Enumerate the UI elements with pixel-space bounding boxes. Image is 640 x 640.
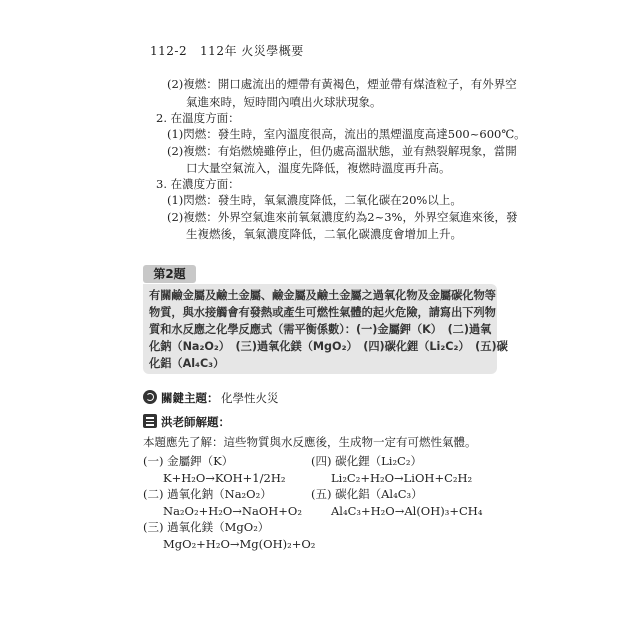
body-line: (2)複燃：開口處流出的煙帶有黃褐色，煙並帶有煤渣粒子，有外界空 (167, 77, 517, 91)
question-line: 化鈉（Na₂O₂） (三)過氧化鎂（MgO₂） (四)碳化鋰（Li₂C₂） (五)碳 (149, 340, 508, 353)
question-line: 有關鹼金屬及鹼土金屬、鹼金屬及鹼土金屬之過氧化物及金屬碳化物等 (149, 289, 496, 302)
question-line: 物質，與水接觸會有發熱或產生可燃性氣體的起火危險，請寫出下列物 (149, 306, 496, 319)
question-box (143, 284, 508, 374)
key-topic-label: 關鍵主題： (161, 391, 219, 405)
body-line: 氣進來時，短時間內噴出火球狀現象。 (186, 95, 382, 109)
body-line: 生複燃後，氧氣濃度降低，二氧化碳濃度會增加上升。 (186, 227, 462, 241)
question-line: 化鋁（Al₄C₃） (149, 357, 225, 370)
section-heading: 2. 在溫度方面： (156, 111, 240, 125)
solution-item-name: (三) 過氧化鎂（MgO₂） (143, 520, 270, 534)
body-line: (1)閃燃：發生時，室內溫度很高，流出的黑煙溫度高達500~600℃。 (167, 127, 526, 141)
book-title: 112年 火災學概要 (200, 44, 304, 58)
section-heading: 3. 在濃度方面： (156, 177, 240, 191)
body-line: (1)閃燃：發生時，氧氣濃度降低，二氧化碳在20%以上。 (167, 193, 462, 207)
body-line: (2)複燃：有焰燃燒雖停止，但仍處高溫狀態，並有熱裂解現象，當開 (167, 144, 517, 158)
question-line: 質和水反應之化學反應式（需平衡係數）：(一)金屬鉀（K） (二)過氧 (149, 323, 492, 336)
key-topic-value: 化學性火災 (221, 391, 279, 405)
question-title-tab (143, 265, 196, 283)
solution-equation: MgO₂+H₂O→Mg(OH)₂+O₂ (163, 537, 316, 551)
book-icon (143, 414, 157, 428)
solution-equation: K+H₂O→KOH+1/2H₂ (163, 471, 286, 485)
solution-item-name: (五) 碳化鋁（Al₄C₃） (311, 487, 423, 501)
solution-equation: Na₂O₂+H₂O→NaOH+O₂ (163, 504, 302, 518)
solution-item-name: (四) 碳化鋰（Li₂C₂） (311, 454, 422, 468)
solution-intro: 本題應先了解：這些物質與水反應後，生成物一定有可燃性氣體。 (143, 435, 477, 449)
body-line: 口大量空氣流入，溫度先降低，複燃時溫度再升高。 (186, 161, 451, 175)
solution-item-name: (一) 金屬鉀（K） (143, 454, 234, 468)
body-line: (2)複燃：外界空氣進來前氧氣濃度約為2~3%，外界空氣進來後，發 (167, 210, 518, 224)
solution-equation: Al₄C₃+H₂O→Al(OH)₃+CH₄ (331, 504, 483, 518)
page-header (150, 42, 304, 59)
solution-equation: Li₂C₂+H₂O→LiOH+C₂H₂ (331, 471, 473, 485)
question-title: 第2題 (153, 267, 186, 281)
solution-label: 洪老師解題： (161, 415, 230, 429)
page-number: 112-2 (150, 44, 188, 58)
solution-item-name: (二) 過氧化鈉（Na₂O₂） (143, 487, 272, 501)
key-topic-icon (143, 390, 157, 404)
